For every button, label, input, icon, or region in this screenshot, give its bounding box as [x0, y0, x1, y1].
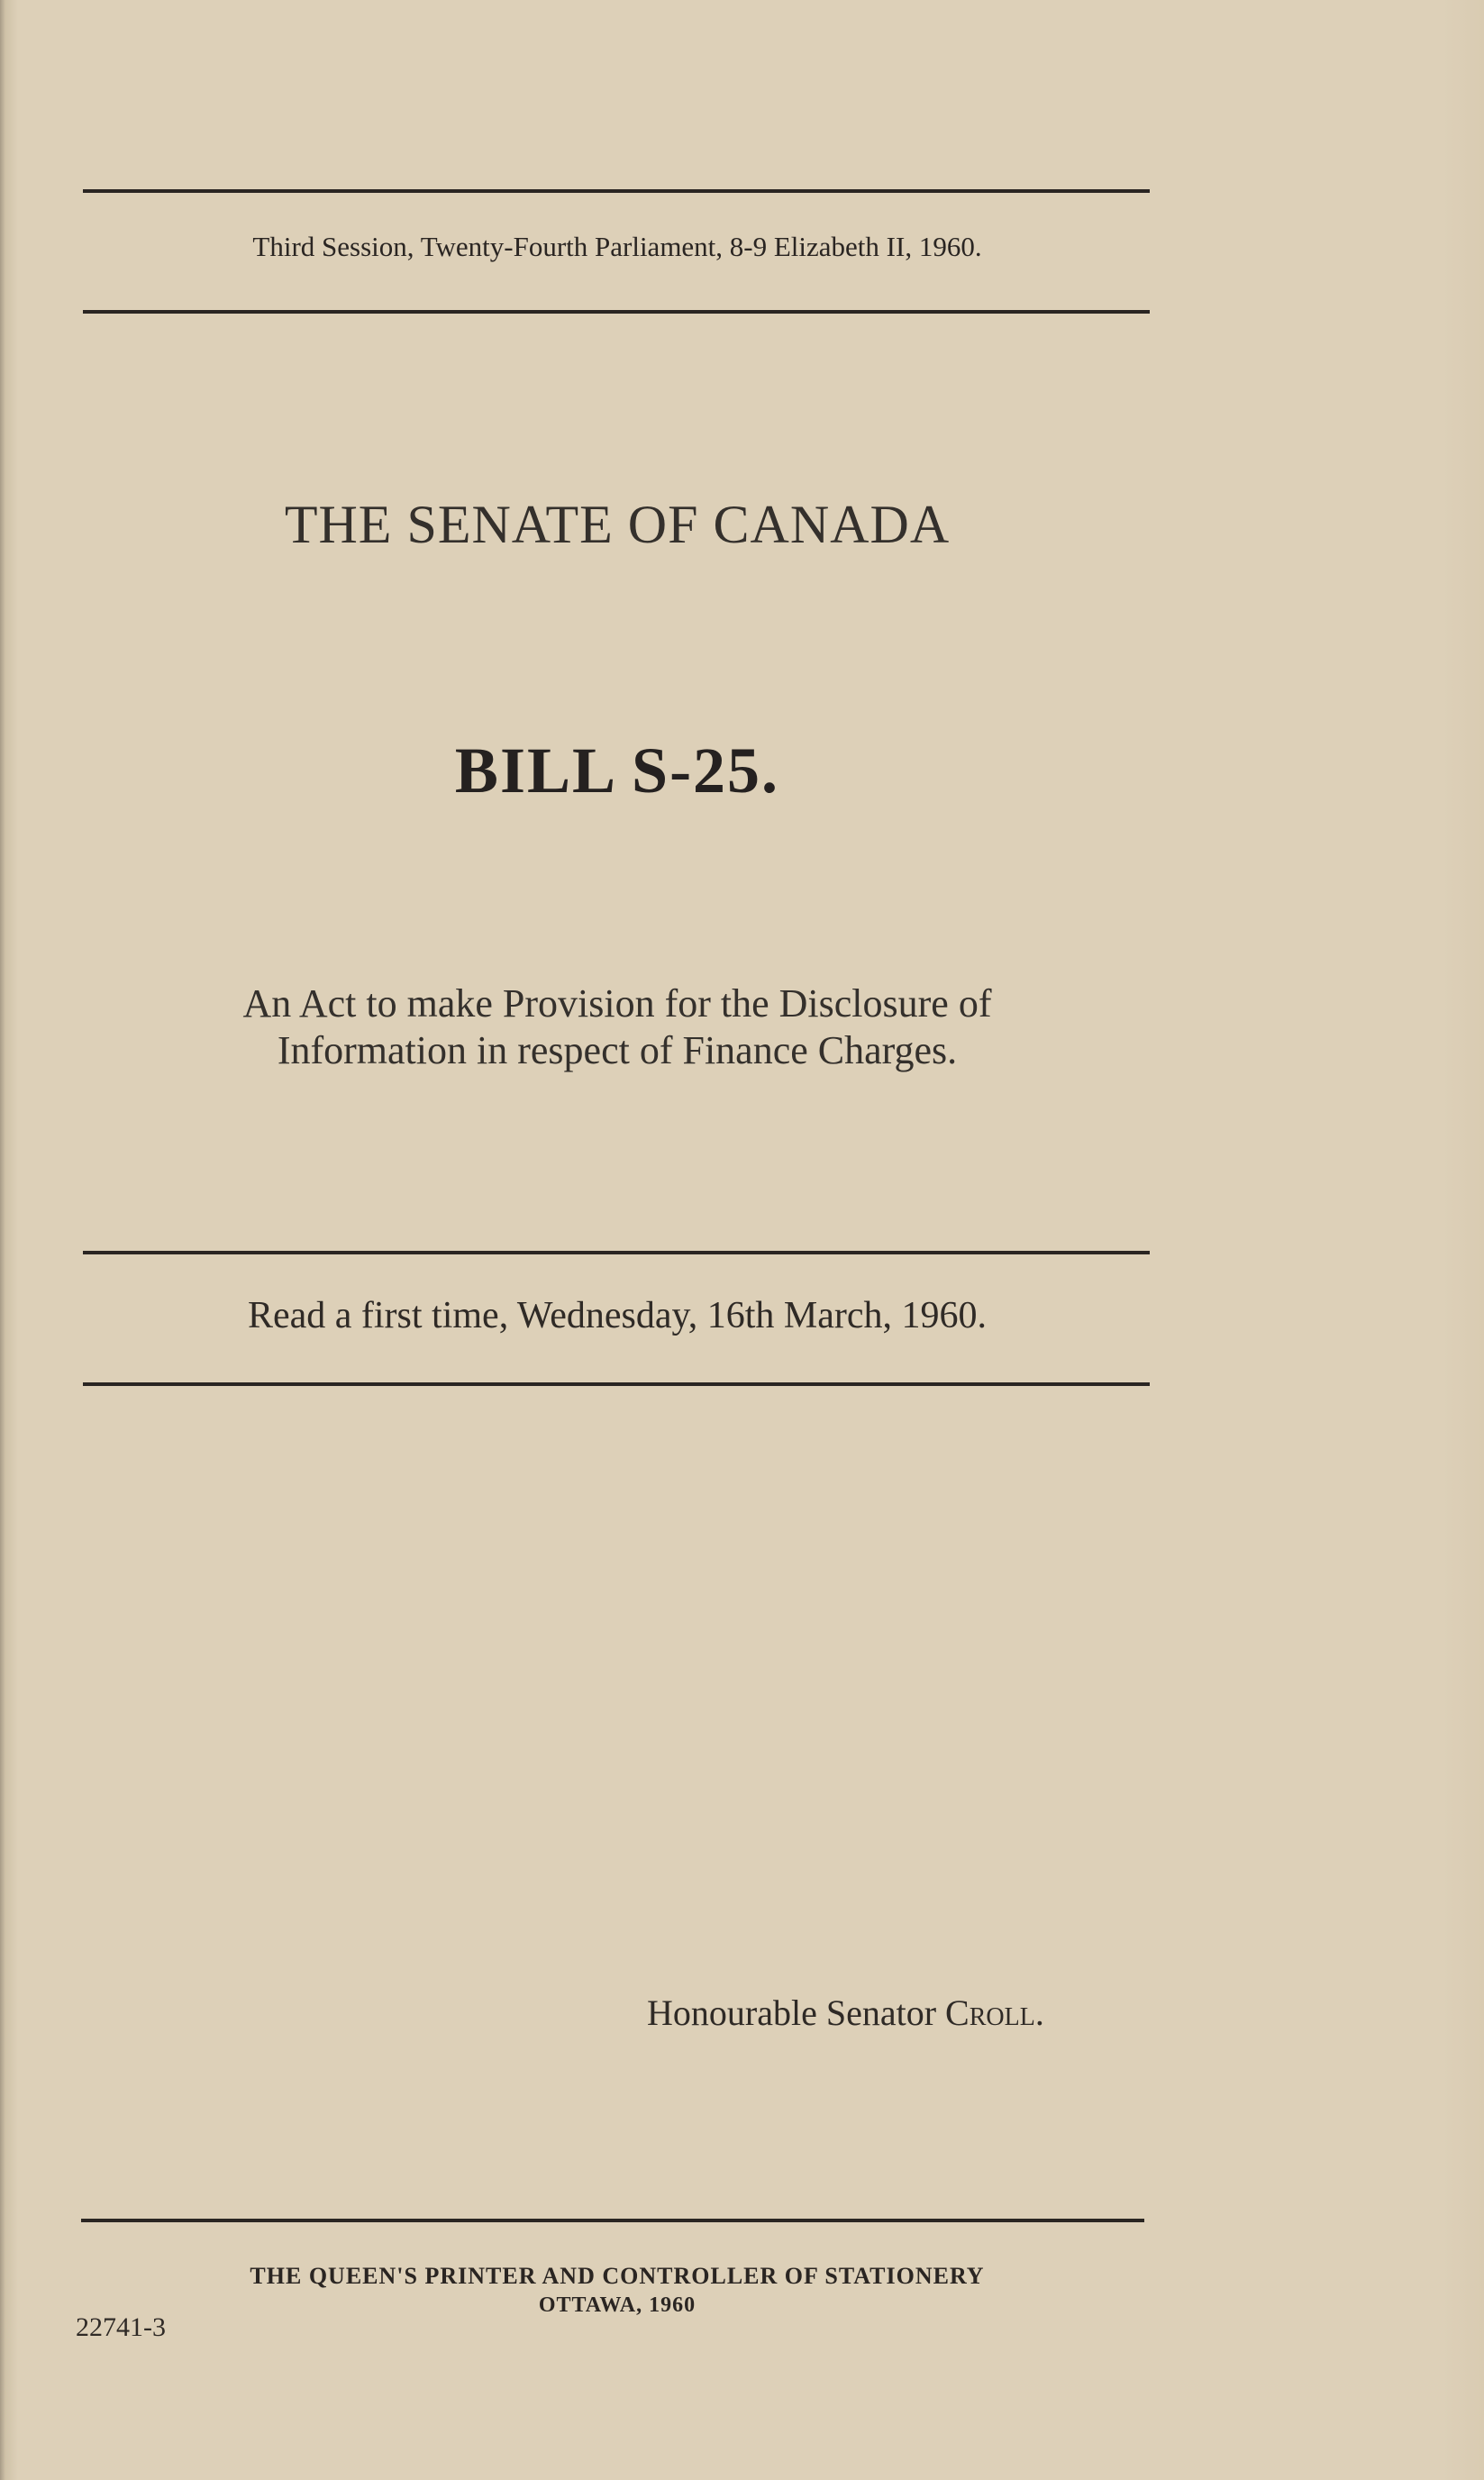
bill-number: BILL S-25.	[454, 734, 780, 807]
session-bottom-rule	[83, 310, 1150, 314]
act-line-1: An Act to make Provision for the Disclosure of	[242, 981, 992, 1026]
act-description	[0, 980, 1234, 1074]
printer-imprint	[0, 2262, 1234, 2320]
reading-top-rule	[83, 1251, 1150, 1254]
printer-name: THE QUEEN'S PRINTER AND CONTROLLER OF STATIONERY	[250, 2263, 985, 2289]
reading-bottom-rule	[83, 1382, 1150, 1386]
first-reading-line: Read a first time, Wednesday, 16th March, 1960.	[247, 1295, 988, 1336]
sponsor-line: Honourable Senator Croll.	[647, 1992, 1044, 2033]
top-rule	[83, 189, 1150, 193]
imprint-rule	[81, 2219, 1144, 2222]
senate-title: THE SENATE OF CANADA	[284, 495, 951, 554]
act-line-2: Information in respect of Finance Charges.	[277, 1028, 958, 1072]
document-code: 22741-3	[76, 2312, 166, 2342]
printer-city: OTTAWA, 1960	[538, 2293, 696, 2317]
session-line: Third Session, Twenty-Fourth Parliament, 8-9 Elizabeth II, 1960.	[252, 231, 982, 262]
